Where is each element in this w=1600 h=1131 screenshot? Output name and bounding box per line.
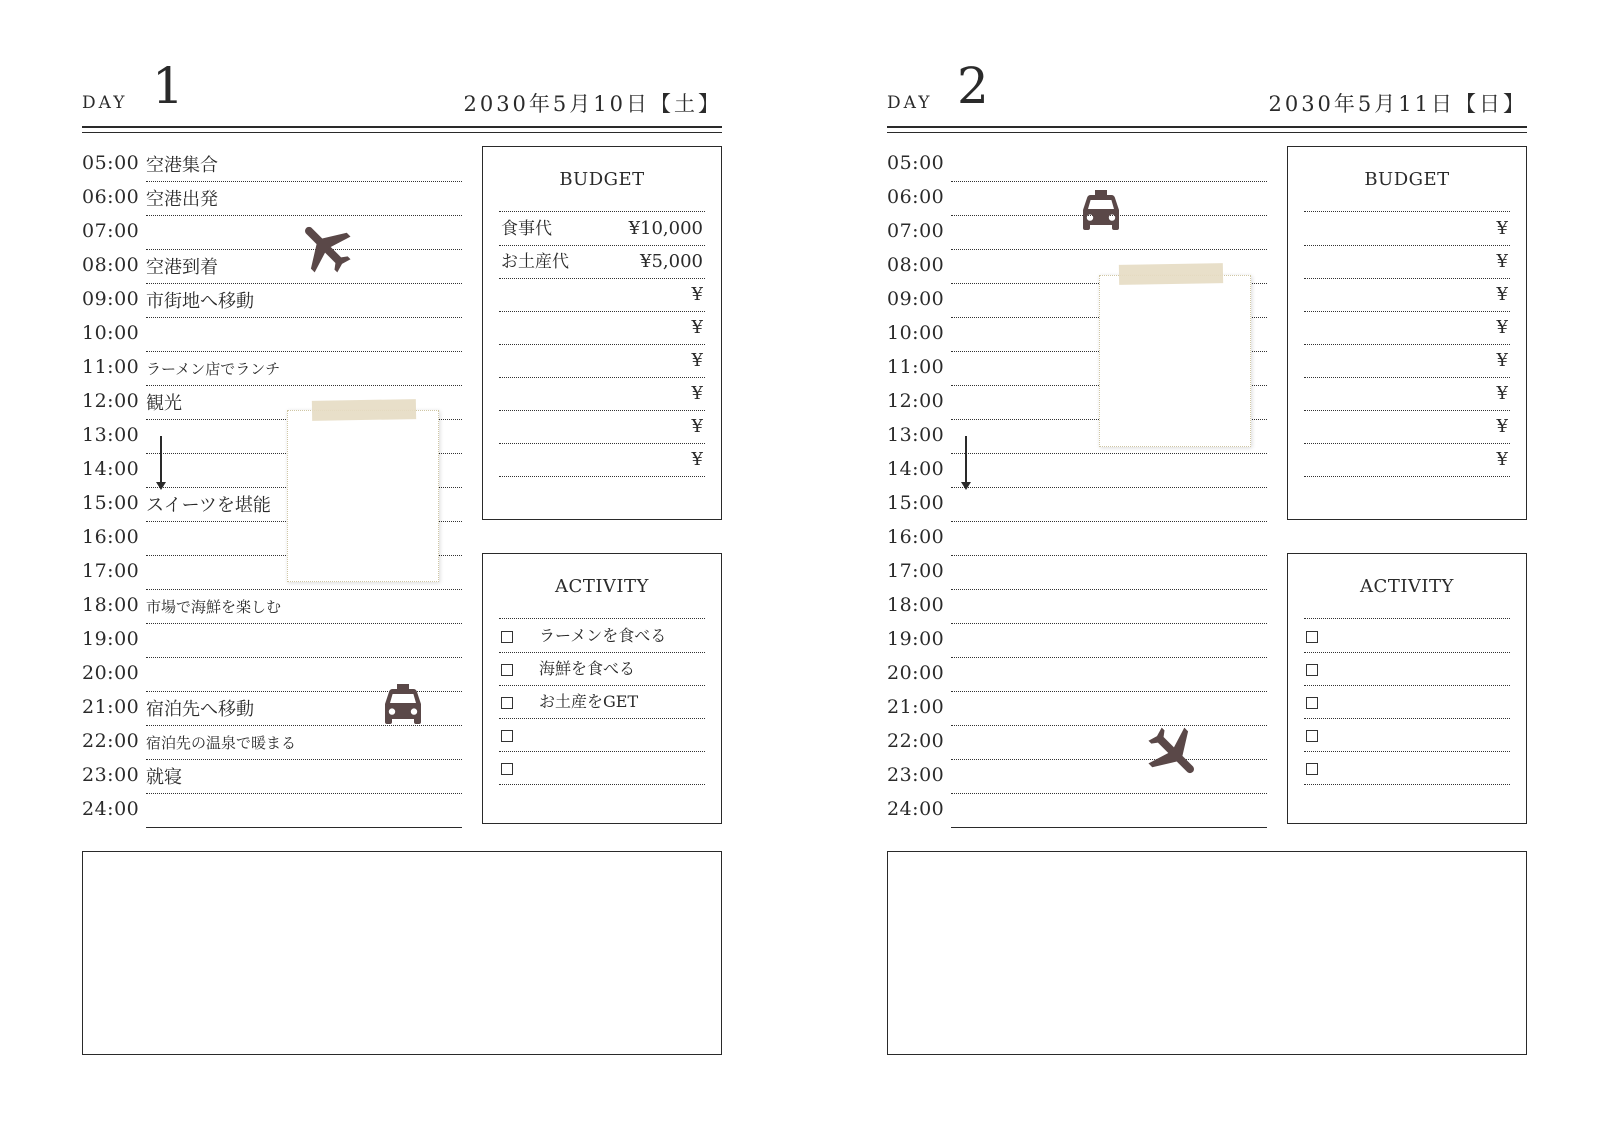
budget-row[interactable]	[1304, 310, 1510, 345]
budget-box	[482, 146, 722, 520]
budget-item-value: ¥	[691, 284, 703, 305]
schedule-row	[887, 760, 1267, 794]
schedule-activity[interactable]: 空港到着	[146, 257, 218, 278]
budget-item-label: 食事代	[501, 219, 552, 239]
time-label: 17:00	[82, 560, 140, 582]
schedule-row	[82, 318, 462, 352]
activity-row	[499, 651, 705, 686]
photo-placeholder	[287, 410, 439, 582]
budget-header-rule	[1304, 177, 1510, 212]
budget-item-value: ¥5,000	[640, 251, 703, 272]
time-label: 12:00	[887, 390, 945, 412]
schedule-activity[interactable]: 空港出発	[146, 189, 218, 210]
time-label: 18:00	[82, 594, 140, 616]
time-label: 16:00	[82, 526, 140, 548]
schedule-row	[82, 590, 462, 624]
budget-item-value: ¥	[691, 383, 703, 404]
date-label: 2030年5月10日【土】	[463, 92, 722, 116]
time-label: 22:00	[82, 730, 140, 752]
activity-item-label: お土産をGET	[539, 692, 639, 711]
taxi-icon	[379, 682, 427, 730]
time-label: 17:00	[887, 560, 945, 582]
activity-row	[499, 717, 705, 752]
down-arrow-icon	[965, 436, 967, 488]
header-rule	[887, 132, 1527, 133]
budget-row[interactable]	[499, 211, 705, 246]
budget-item-value: ¥	[691, 449, 703, 470]
schedule-activity[interactable]: ラーメン店でランチ	[146, 360, 281, 378]
schedule-row	[82, 352, 462, 386]
budget-item-label: お土産代	[501, 252, 569, 272]
budget-row[interactable]	[499, 442, 705, 477]
activity-checkbox[interactable]	[501, 697, 513, 709]
activity-title: ACTIVITY	[1360, 576, 1454, 597]
header-rule	[887, 126, 1527, 128]
schedule-row	[82, 182, 462, 216]
schedule-row	[887, 590, 1267, 624]
time-label: 16:00	[887, 526, 945, 548]
day-1-page	[82, 0, 722, 1131]
activity-item-label: ラーメンを食べる	[539, 626, 667, 645]
activity-row	[1304, 618, 1510, 653]
time-label: 24:00	[887, 798, 945, 820]
airplane-icon	[1141, 722, 1205, 786]
activity-checkbox[interactable]	[1306, 730, 1318, 742]
budget-row[interactable]	[499, 376, 705, 411]
time-label: 18:00	[887, 594, 945, 616]
time-label: 07:00	[82, 220, 140, 242]
budget-row[interactable]	[1304, 442, 1510, 477]
schedule-activity[interactable]: 就寝	[146, 767, 182, 788]
budget-row[interactable]	[499, 244, 705, 279]
activity-title: ACTIVITY	[555, 576, 649, 597]
budget-row[interactable]	[499, 409, 705, 444]
masking-tape	[1119, 263, 1223, 285]
taxi-icon	[1077, 188, 1125, 236]
budget-item-value: ¥	[1496, 416, 1508, 437]
schedule-row	[887, 148, 1267, 182]
time-label: 22:00	[887, 730, 945, 752]
time-label: 21:00	[82, 696, 140, 718]
budget-row[interactable]	[1304, 343, 1510, 378]
time-label: 05:00	[82, 152, 140, 174]
budget-row[interactable]	[1304, 244, 1510, 279]
budget-item-value: ¥	[1496, 284, 1508, 305]
time-label: 05:00	[887, 152, 945, 174]
budget-item-value: ¥	[1496, 383, 1508, 404]
schedule-row	[887, 556, 1267, 590]
activity-checkbox[interactable]	[501, 664, 513, 676]
day-number: 1	[152, 57, 184, 115]
time-label: 14:00	[82, 458, 140, 480]
masking-tape	[312, 399, 416, 421]
ruled-line	[951, 827, 1267, 828]
time-label: 13:00	[82, 424, 140, 446]
time-label: 12:00	[82, 390, 140, 412]
schedule-row	[82, 216, 462, 250]
memo-box[interactable]	[82, 851, 722, 1055]
activity-row	[1304, 651, 1510, 686]
time-label: 08:00	[82, 254, 140, 276]
time-label: 10:00	[82, 322, 140, 344]
budget-row[interactable]	[499, 343, 705, 378]
time-label: 20:00	[82, 662, 140, 684]
budget-row[interactable]	[1304, 409, 1510, 444]
airplane-icon	[294, 214, 358, 278]
schedule-activity[interactable]: 市場で海鮮を楽しむ	[146, 598, 282, 616]
activity-row	[1304, 684, 1510, 719]
budget-header-rule	[499, 177, 705, 212]
budget-box	[1287, 146, 1527, 520]
activity-row	[499, 618, 705, 653]
schedule-row	[887, 624, 1267, 658]
time-label: 19:00	[82, 628, 140, 650]
activity-header-rule	[1304, 584, 1510, 619]
time-label: 11:00	[82, 356, 140, 378]
time-label: 23:00	[82, 764, 140, 786]
schedule-activity[interactable]: スイーツを堪能	[146, 495, 271, 516]
time-label: 06:00	[887, 186, 945, 208]
day-number: 2	[957, 57, 989, 115]
time-label: 08:00	[887, 254, 945, 276]
time-label: 11:00	[887, 356, 945, 378]
date-label: 2030年5月11日【日】	[1268, 92, 1527, 116]
schedule-row	[887, 726, 1267, 760]
schedule-row	[887, 692, 1267, 726]
budget-item-value: ¥	[691, 416, 703, 437]
header-rule	[82, 126, 722, 128]
time-label: 20:00	[887, 662, 945, 684]
schedule-activity[interactable]: 宿泊先の温泉で暖まる	[146, 734, 297, 752]
time-label: 23:00	[887, 764, 945, 786]
schedule-row	[82, 250, 462, 284]
schedule	[887, 148, 1267, 828]
time-label: 09:00	[887, 288, 945, 310]
budget-row[interactable]	[1304, 211, 1510, 246]
time-label: 14:00	[887, 458, 945, 480]
activity-checkbox[interactable]	[1306, 763, 1318, 775]
day-label: DAY	[82, 93, 128, 113]
activity-item-label: 海鮮を食べる	[539, 659, 636, 678]
schedule-row	[82, 726, 462, 760]
schedule-row	[82, 284, 462, 318]
budget-title: BUDGET	[559, 169, 645, 190]
budget-item-value: ¥	[1496, 449, 1508, 470]
budget-item-value: ¥	[1496, 350, 1508, 371]
budget-row[interactable]	[499, 277, 705, 312]
schedule-row	[82, 148, 462, 182]
time-label: 21:00	[887, 696, 945, 718]
time-label: 10:00	[887, 322, 945, 344]
activity-checkbox[interactable]	[1306, 631, 1318, 643]
schedule-row	[887, 658, 1267, 692]
activity-checkbox[interactable]	[1306, 697, 1318, 709]
budget-row[interactable]	[1304, 277, 1510, 312]
activity-row	[499, 684, 705, 719]
photo-placeholder	[1099, 275, 1251, 447]
day-label: DAY	[887, 93, 933, 113]
schedule-activity[interactable]: 空港集合	[146, 155, 218, 176]
day-2-page	[887, 0, 1527, 1131]
schedule-row	[82, 760, 462, 794]
schedule-row	[887, 522, 1267, 556]
activity-row	[1304, 750, 1510, 785]
budget-item-value: ¥	[1496, 218, 1508, 239]
schedule-row	[82, 624, 462, 658]
time-label: 13:00	[887, 424, 945, 446]
ruled-line	[146, 827, 462, 828]
activity-header-rule	[499, 584, 705, 619]
time-label: 09:00	[82, 288, 140, 310]
budget-item-value: ¥	[691, 317, 703, 338]
activity-checkbox[interactable]	[501, 763, 513, 775]
header-rule	[82, 132, 722, 133]
activity-box	[1287, 553, 1527, 824]
budget-title: BUDGET	[1364, 169, 1450, 190]
activity-row	[1304, 717, 1510, 752]
time-label: 15:00	[887, 492, 945, 514]
budget-item-value: ¥	[1496, 317, 1508, 338]
budget-item-value: ¥	[1496, 251, 1508, 272]
budget-row[interactable]	[1304, 376, 1510, 411]
activity-checkbox[interactable]	[501, 730, 513, 742]
schedule-row	[887, 454, 1267, 488]
schedule-row	[887, 488, 1267, 522]
down-arrow-icon	[160, 436, 162, 488]
budget-item-value: ¥10,000	[628, 218, 703, 239]
budget-item-value: ¥	[691, 350, 703, 371]
activity-row	[499, 750, 705, 785]
time-label: 24:00	[82, 798, 140, 820]
schedule-activity[interactable]: 観光	[146, 393, 182, 414]
schedule-row	[887, 794, 1267, 828]
activity-checkbox[interactable]	[501, 631, 513, 643]
activity-checkbox[interactable]	[1306, 664, 1318, 676]
time-label: 15:00	[82, 492, 140, 514]
schedule-activity[interactable]: 宿泊先へ移動	[146, 699, 254, 720]
time-label: 07:00	[887, 220, 945, 242]
schedule-activity[interactable]: 市街地へ移動	[146, 291, 254, 312]
budget-row[interactable]	[499, 310, 705, 345]
schedule-row	[82, 794, 462, 828]
activity-box	[482, 553, 722, 824]
time-label: 06:00	[82, 186, 140, 208]
time-label: 19:00	[887, 628, 945, 650]
memo-box[interactable]	[887, 851, 1527, 1055]
